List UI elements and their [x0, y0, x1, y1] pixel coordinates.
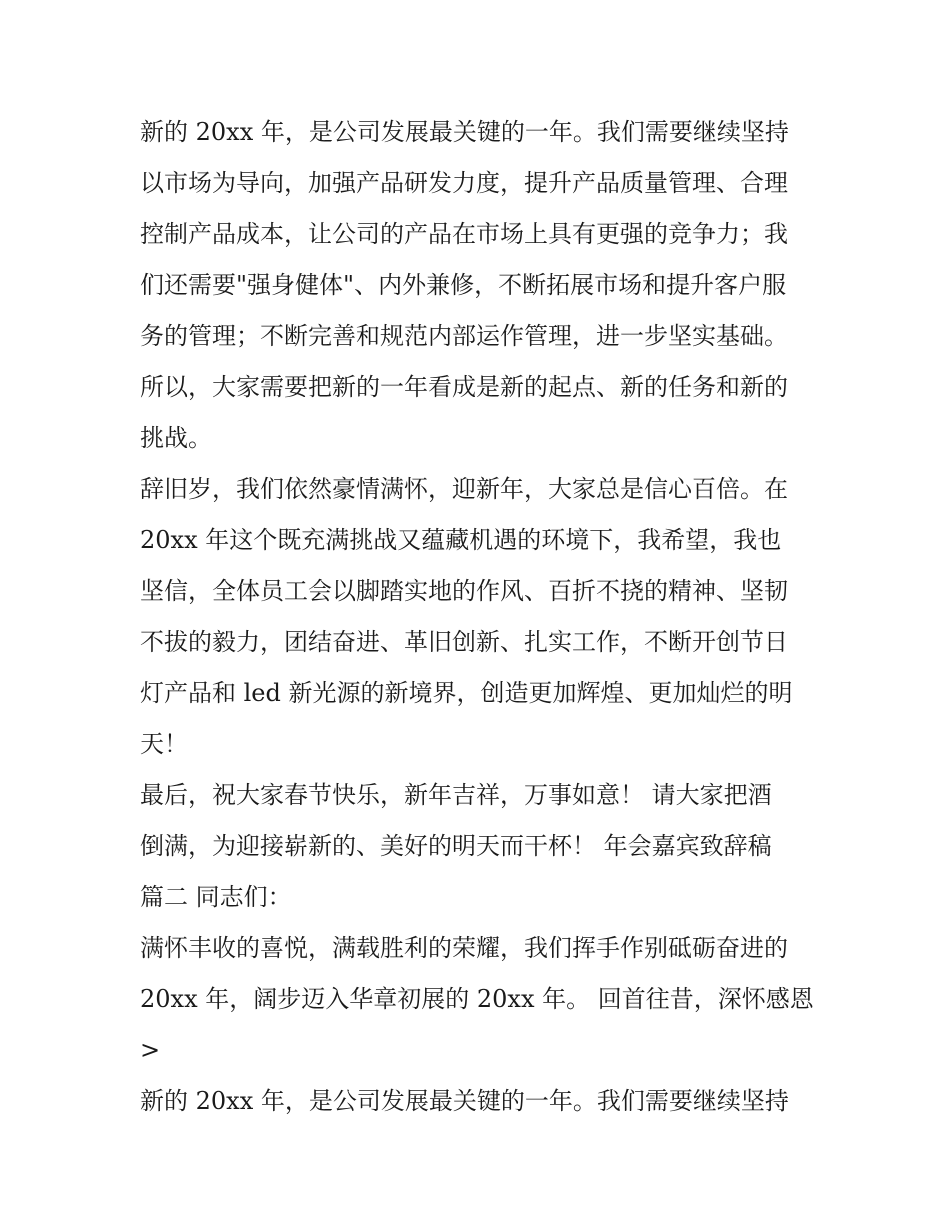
text-line: 最后，祝大家春节快乐，新年吉祥，万事如意！ 请大家把酒: [140, 781, 772, 809]
text-line: >: [140, 1036, 161, 1064]
text-line: 灯产品和 led 新光源的新境界，创造更加辉煌、更加灿烂的明: [140, 679, 793, 707]
text-line: 满怀丰收的喜悦，满载胜利的荣耀，我们挥手作别砥砺奋进的: [140, 934, 788, 962]
text-line: 务的管理；不断完善和规范内部运作管理，进一步坚实基础。: [140, 322, 788, 350]
text-line: 新的 20xx 年，是公司发展最关键的一年。我们需要继续坚持: [140, 118, 789, 146]
text-line: 所以，大家需要把新的一年看成是新的起点、新的任务和新的: [140, 373, 788, 401]
text-line: 倒满，为迎接崭新的、美好的明天而干杯！ 年会嘉宾致辞稿: [140, 832, 772, 860]
text-line: 新的 20xx 年，是公司发展最关键的一年。我们需要继续坚持: [140, 1087, 789, 1115]
text-line: 控制产品成本，让公司的产品在市场上具有更强的竞争力；我: [140, 220, 788, 248]
text-line: 20xx 年这个既充满挑战又蕴藏机遇的环境下，我希望，我也: [140, 526, 782, 554]
document-body: [140, 107, 820, 1127]
text-line: 辞旧岁，我们依然豪情满怀，迎新年，大家总是信心百倍。在: [140, 475, 788, 503]
text-line: 们还需要"强身健体"、内外兼修，不断拓展市场和提升客户服: [140, 271, 787, 299]
text-line: 20xx 年，阔步迈入华章初展的 20xx 年。 回首往昔，深怀感恩: [140, 985, 814, 1013]
text-line: 坚信，全体员工会以脚踏实地的作风、百折不挠的精神、坚韧: [140, 577, 788, 605]
text-line: 挑战。: [140, 424, 212, 452]
text-line: 天！: [140, 730, 188, 758]
text-line: 不拔的毅力，团结奋进、革旧创新、扎实工作，不断开创节日: [140, 628, 788, 656]
text-line: 篇二 同志们：: [140, 883, 292, 911]
text-line: 以市场为导向，加强产品研发力度，提升产品质量管理、合理: [140, 169, 788, 197]
